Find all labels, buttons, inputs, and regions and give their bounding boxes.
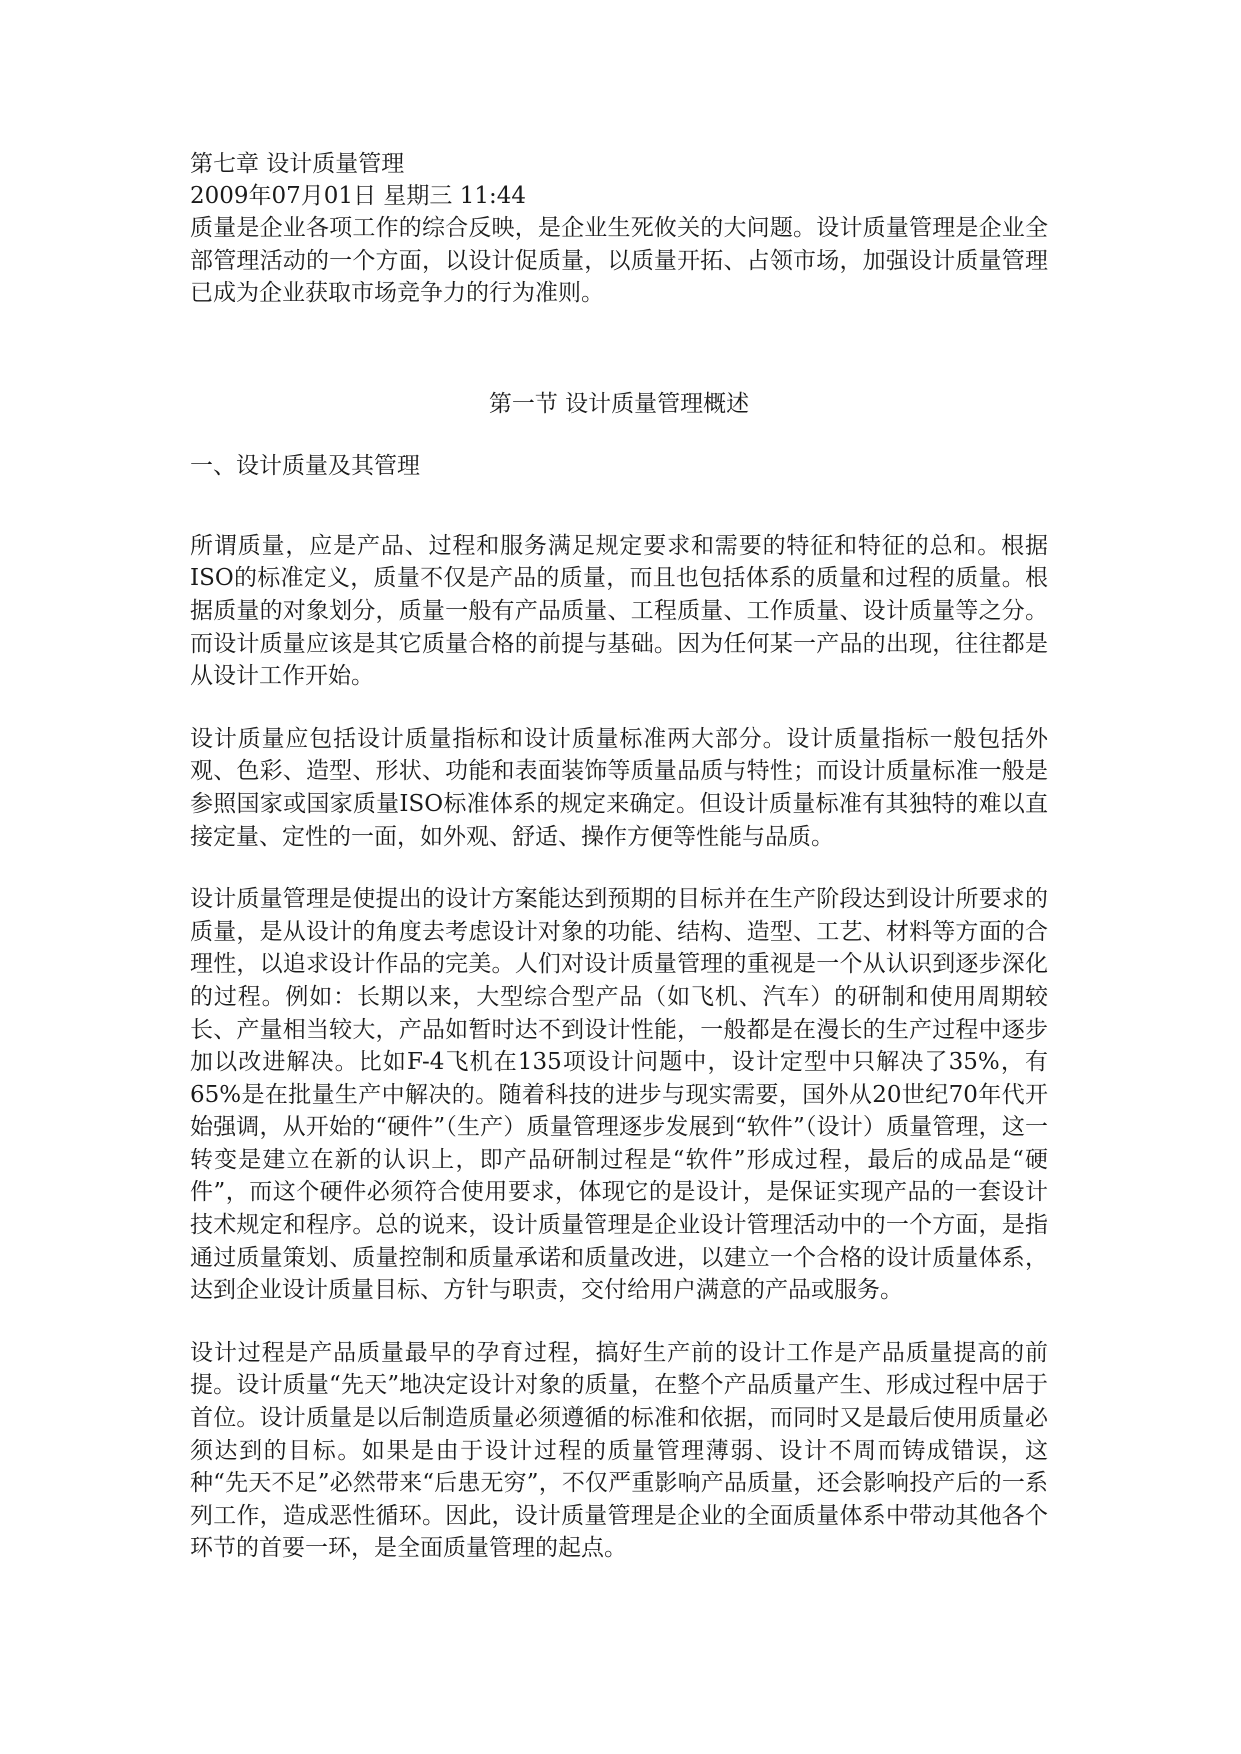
body-paragraph: 所谓质量，应是产品、过程和服务满足规定要求和需要的特征和特征的总和。根据ISO的标准定义，质量不仅是产品的质量，而且也包括体系的质量和过程的质量。根据质量的对象划分，质量一般有产品质量、工程质量、工作质量、设计质量等之分。而设计质量应该是其它质量合格的前提与基础。因为任何某一产品的出现，往往都是从设计工作开始。 xyxy=(190,532,1048,690)
post-date: 2009年07月01日 星期三 11:44 xyxy=(190,183,526,209)
intro-paragraph: 质量是企业各项工作的综合反映，是企业生死攸关的大问题。设计质量管理是企业全部管理活动的一个方面，以设计促质量，以质量开拓、占领市场，加强设计质量管理已成为企业获取市场竞争力的行为准则。 xyxy=(190,215,1048,307)
section-heading: 第一节 设计质量管理概述 xyxy=(488,390,750,417)
body-paragraph: 设计质量管理是使提出的设计方案能达到预期的目标并在生产阶段达到设计所要求的质量，是从设计的角度去考虑设计对象的功能、结构、造型、工艺、材料等方面的合理性，以追求设计作品的完美。人们对设计质量管理的重视是一个从认识到逐步深化的过程。例如：长期以来，大型综合型产品（如飞机、汽车）的研制和使用周期较长、产量相当较大，产品如暂时达不到设计性能，一般都是在漫长的生产过程中逐步加以改进解决。比如F-4飞机在135项设计问题中，设计定型中只解决了35%，有65%是在批量生产中解决的。随着科技的进步与现实需要，国外从20世纪70年代开始强调，从开始的“硬件”（生产）质量管理逐步发展到“软件”（设计）质量管理，这一转变是建立在新的认识上，即产品研制过程是“软件”形成过程，最后的成品是“硬件”，而这个硬件必须符合使用要求，体现它的是设计，是保证实现产品的一套设计技术规定和程序。总的说来，设计质量管理是企业设计管理活动中的一个方面，是指通过质量策划、质量控制和质量承诺和质量改进，以建立一个合格的设计质量体系，达到企业设计质量目标、方针与职责，交付给用户满意的产品或服务。 xyxy=(190,886,1048,1304)
body-paragraph: 设计质量应包括设计质量指标和设计质量标准两大部分。设计质量指标一般包括外观、色彩、造型、形状、功能和表面装饰等质量品质与特性；而设计质量标准一般是参照国家或国家质量ISO标准体系的规定来确定。但设计质量标准有其独特的难以直接定量、定性的一面，如外观、舒适、操作方便等性能与品质。 xyxy=(190,725,1048,850)
document-page xyxy=(190,148,1048,1565)
subheading: 一、设计质量及其管理 xyxy=(190,452,420,479)
chapter-title: 第七章 设计质量管理 xyxy=(190,151,405,177)
body-paragraph: 设计过程是产品质量最早的孕育过程，搞好生产前的设计工作是产品质量提高的前提。设计质量“先天”地决定设计对象的质量，在整个产品质量产生、形成过程中居于首位。设计质量是以后制造质量必须遵循的标准和依据，而同时又是最后使用质量必须达到的目标。如果是由于设计过程的质量管理薄弱、设计不周而铸成错误，这种“先天不足”必然带来“后患无穷”，不仅严重影响产品质量，还会影响投产后的一系列工作，造成恶性循环。因此，设计质量管理是企业的全面质量体系中带动其他各个环节的首要一环，是全面质量管理的起点。 xyxy=(190,1339,1048,1562)
